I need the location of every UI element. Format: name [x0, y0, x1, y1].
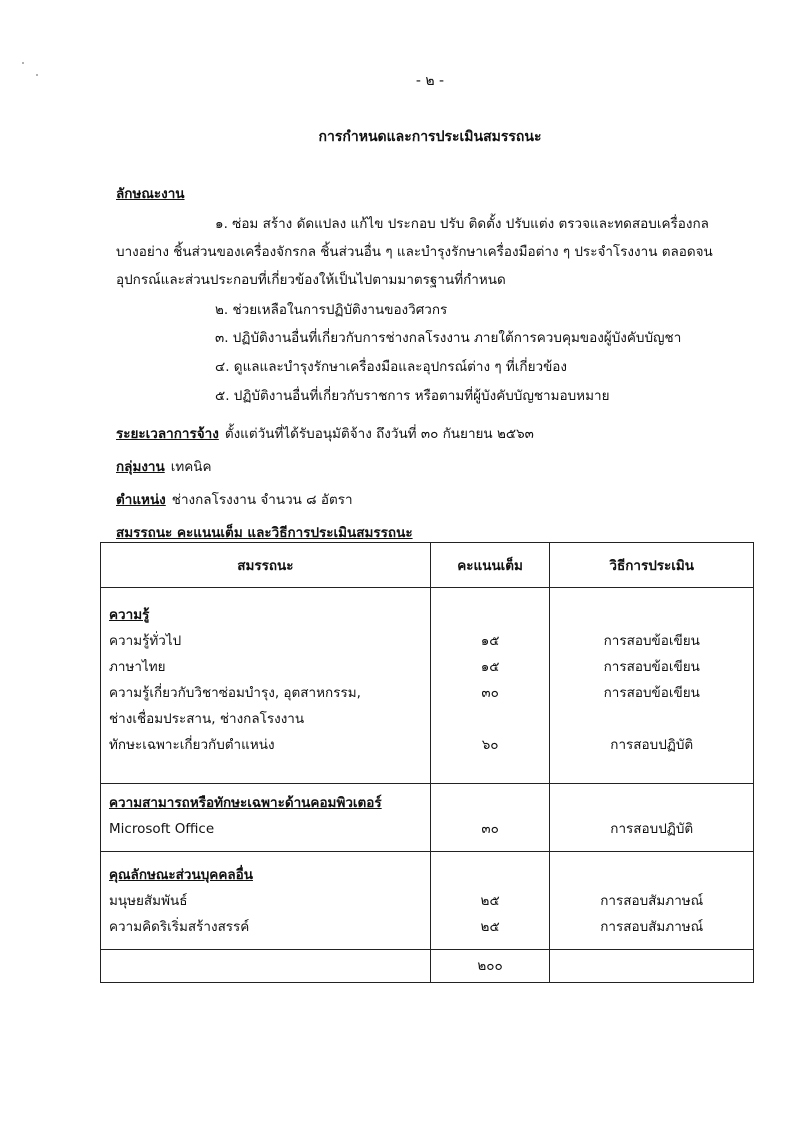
group-title-knowledge: ความรู้ [109, 607, 150, 623]
total-method-cell [550, 950, 754, 983]
competency-score: ๒๕ [480, 919, 500, 935]
competency-score: ๒๕ [480, 893, 500, 909]
job-description-heading: ลักษณะงาน [116, 186, 185, 202]
table-row [101, 588, 754, 784]
competency-name: ความรู้เกี่ยวกับวิชาซ่อมบำรุง, อุตสาหกรรม, [109, 685, 361, 701]
group-computer-names [101, 784, 431, 852]
scan-speck [22, 62, 24, 64]
page-number: - ๒ - [415, 73, 445, 89]
group-computer-scores [430, 784, 550, 852]
group-personal-scores [430, 852, 550, 950]
group-title-computer: ความสามารถหรือทักษะเฉพาะด้านคอมพิวเตอร์ [109, 795, 382, 811]
job-item-1-line-2: บางอย่าง ชิ้นส่วนของเครื่องจักรกล ชิ้นส่วนอื่น ๆ และบำรุงรักษาเครื่องมือต่าง ๆ ประจำโรงงาน ตลอดจน [116, 244, 713, 260]
competency-method: การสอบข้อเขียน [603, 633, 700, 649]
header-full-score: คะแนนเต็ม [430, 543, 550, 588]
group-personal-methods [550, 852, 754, 950]
job-item-3: ๓. ปฏิบัติงานอื่นที่เกี่ยวกับการช่างกลโรงงาน ภายใต้การควบคุมของผู้บังคับบัญชา [215, 330, 682, 346]
competency-method: การสอบสัมภาษณ์ [600, 893, 704, 909]
competency-method: การสอบข้อเขียน [603, 685, 700, 701]
page-title: การกำหนดและการประเมินสมรรถนะ [318, 129, 542, 145]
job-item-5: ๕. ปฏิบัติงานอื่นที่เกี่ยวกับราชการ หรือตามที่ผู้บังคับบัญชามอบหมาย [215, 388, 610, 404]
competency-score: ๑๕ [480, 659, 500, 675]
competency-method: การสอบปฏิบัติ [610, 821, 694, 837]
position-value: ช่างกลโรงงาน จำนวน ๘ อัตรา [171, 492, 353, 508]
competency-name-continued: ช่างเชื่อมประสาน, ช่างกลโรงงาน [109, 711, 305, 727]
header-competency: สมรรถนะ [101, 543, 431, 588]
employment-period-label: ระยะเวลาการจ้าง [116, 426, 219, 442]
job-item-1-line-3: อุปกรณ์และส่วนประกอบที่เกี่ยวข้องให้เป็นไปตามมาตรฐานที่กำหนด [116, 272, 506, 288]
group-title-personal: คุณลักษณะส่วนบุคคลอื่น [109, 867, 253, 883]
work-group [116, 455, 212, 477]
competency-method: การสอบสัมภาษณ์ [600, 919, 704, 935]
competency-table [100, 542, 754, 983]
job-item-4: ๔. ดูแลและบำรุงรักษาเครื่องมือและอุปกรณ์ต่าง ๆ ที่เกี่ยวข้อง [215, 359, 567, 375]
group-knowledge-names [101, 588, 431, 784]
competency-name: มนุษยสัมพันธ์ [109, 893, 188, 909]
total-label-cell [101, 950, 431, 983]
total-row [101, 950, 754, 983]
competency-method: การสอบปฏิบัติ [610, 737, 694, 753]
employment-period-value: ตั้งแต่วันที่ได้รับอนุมัติจ้าง ถึงวันที่ ๓๐ กันยายน ๒๕๖๓ [224, 426, 534, 442]
job-item-1-line-1: ๑. ซ่อม สร้าง ดัดแปลง แก้ไข ประกอบ ปรับ ติดตั้ง ปรับแต่ง ตรวจและทดสอบเครื่องกล [215, 216, 709, 232]
table-header-row [101, 543, 754, 588]
job-item-2: ๒. ช่วยเหลือในการปฏิบัติงานของวิศวกร [215, 302, 448, 318]
competency-name: Microsoft Office [109, 821, 215, 837]
competency-name: ทักษะเฉพาะเกี่ยวกับตำแหน่ง [109, 737, 275, 753]
total-score: ๒๐๐ [477, 958, 503, 974]
group-knowledge-scores [430, 588, 550, 784]
total-score-cell [430, 950, 550, 983]
employment-period [116, 422, 534, 444]
competency-method: การสอบข้อเขียน [603, 659, 700, 675]
header-assessment-method: วิธีการประเมิน [550, 543, 754, 588]
group-computer-methods [550, 784, 754, 852]
competency-score: ๓๐ [481, 685, 499, 701]
competency-score: ๓๐ [481, 821, 499, 837]
position-label: ตำแหน่ง [116, 492, 166, 508]
group-personal-names [101, 852, 431, 950]
competency-heading: สมรรถนะ คะแนนเต็ม และวิธีการประเมินสมรรถนะ [116, 525, 413, 541]
group-knowledge-methods [550, 588, 754, 784]
competency-name: ภาษาไทย [109, 659, 166, 675]
table-row [101, 852, 754, 950]
competency-score: ๑๕ [480, 633, 500, 649]
work-group-label: กลุ่มงาน [116, 459, 165, 475]
competency-name: ความรู้ทั่วไป [109, 633, 182, 649]
table-row [101, 784, 754, 852]
position [116, 488, 353, 510]
work-group-value: เทคนิค [170, 459, 212, 475]
competency-score: ๖๐ [481, 737, 499, 753]
competency-name: ความคิดริเริ่มสร้างสรรค์ [109, 919, 250, 935]
